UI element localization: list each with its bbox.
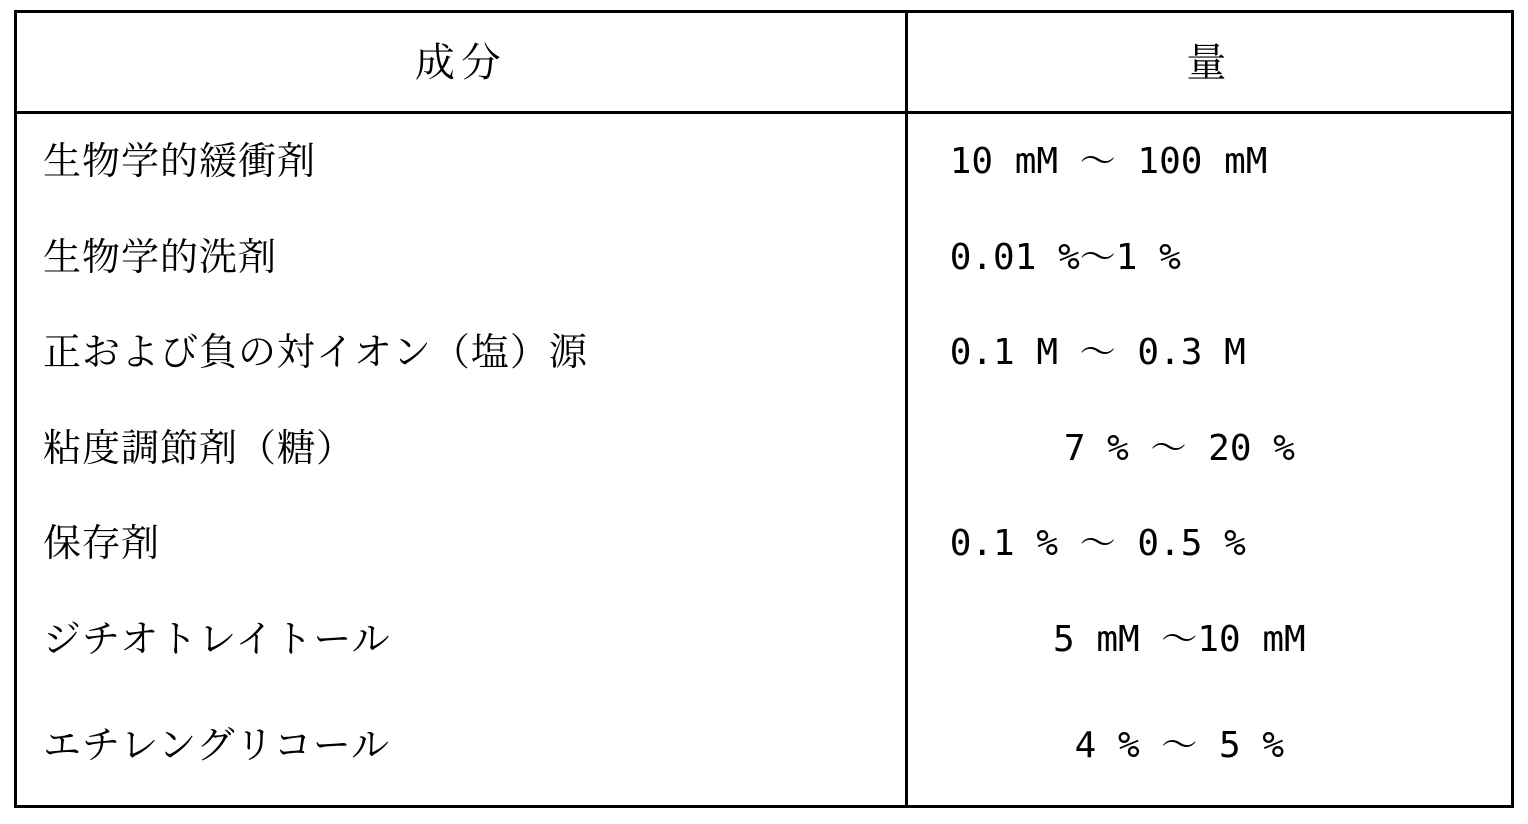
column-header-amount: 量 xyxy=(906,12,1512,113)
cell-amount: 5 mM 〜10 mM xyxy=(1052,618,1306,660)
cell-amount: 7 % 〜 20 % xyxy=(1063,427,1295,469)
cell-ingredient: 生物学的洗剤 xyxy=(16,210,907,306)
table-row xyxy=(16,688,1513,807)
table-row xyxy=(16,592,1513,688)
cell-ingredient: エチレングリコール xyxy=(16,688,907,807)
table-header-row xyxy=(16,12,1513,113)
table-row xyxy=(16,210,1513,306)
table-row xyxy=(16,496,1513,592)
ingredient-amount-table xyxy=(14,10,1514,808)
cell-ingredient: 正および負の対イオン（塩）源 xyxy=(16,305,907,401)
cell-amount: 0.01 %〜1 % xyxy=(949,236,1181,278)
cell-ingredient: 生物学的緩衝剤 xyxy=(16,113,907,210)
cell-amount: 0.1 M 〜 0.3 M xyxy=(949,332,1246,374)
column-header-ingredient: 成分 xyxy=(16,12,907,113)
cell-ingredient: 粘度調節剤（糖） xyxy=(16,401,907,497)
table-row xyxy=(16,305,1513,401)
table-row xyxy=(16,401,1513,497)
table-row xyxy=(16,113,1513,210)
table-body xyxy=(16,113,1513,807)
cell-amount: 10 mM 〜 100 mM xyxy=(949,141,1268,183)
cell-ingredient: 保存剤 xyxy=(16,496,907,592)
cell-amount: 0.1 % 〜 0.5 % xyxy=(949,523,1246,565)
cell-amount: 4 % 〜 5 % xyxy=(1074,725,1285,767)
cell-ingredient: ジチオトレイトール xyxy=(16,592,907,688)
table-header xyxy=(16,12,1513,113)
